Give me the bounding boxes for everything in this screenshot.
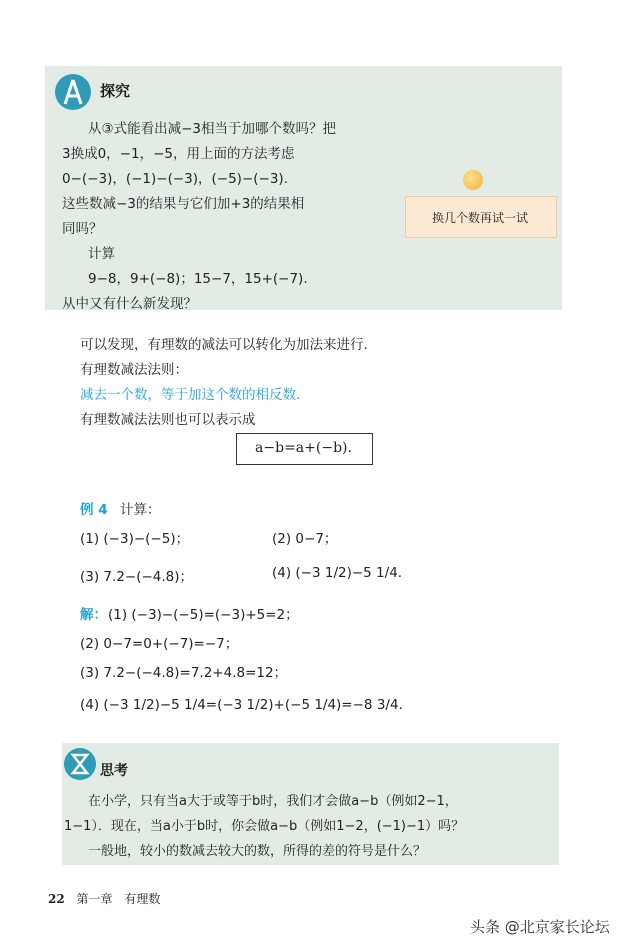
- think-line-3: 一般地，较小的数减去较大的数，所得的差的符号是什么？: [88, 844, 427, 859]
- rule-text: 减去一个数，等于加这个数的相反数.: [80, 387, 301, 403]
- example-item-3: (3) 7.2−(−4.8)；: [80, 569, 194, 585]
- compass-icon: [55, 74, 91, 110]
- explore-line-8: 从中又有什么新发现？: [62, 296, 197, 312]
- solution-line-2: (2) 0−7=0+(−7)=−7；: [80, 636, 239, 652]
- example-item-4: (4) (−3 1/2)−5 1/4.: [272, 565, 403, 581]
- solution-line-1: (1) (−3)−(−5)=(−3)+5=2；: [108, 607, 299, 623]
- solution-label: 解：: [80, 607, 107, 623]
- think-line-1: 在小学，只有当a大于或等于b时，我们才会做a−b（例如2−1，: [88, 794, 458, 809]
- section-label: 有理数: [124, 892, 161, 906]
- watermark: 头条 @北京家长论坛: [470, 918, 610, 936]
- explore-line-4: 这些数减−3的结果与它们加+3的结果相: [62, 196, 305, 212]
- example-label: 例 4: [80, 502, 108, 518]
- think-title: 思考: [100, 763, 128, 779]
- think-line-2: 1−1）．现在，当a小于b时，你会做a−b（例如1−2，(−1)−1）吗？: [64, 819, 465, 834]
- example-item-1: (1) (−3)−(−5)；: [80, 531, 190, 547]
- explore-line-3: 0−(−3)，(−1)−(−3)，(−5)−(−3).: [62, 171, 288, 187]
- solution-line-4: (4) (−3 1/2)−5 1/4=(−3 1/2)+(−5 1/4)=−8 3/4.: [80, 697, 403, 713]
- chapter-label: 第一章: [76, 892, 113, 906]
- explore-line-2: 3换成0，−1，−5，用上面的方法考虑: [62, 146, 295, 162]
- example-title: 计算：: [120, 502, 161, 518]
- explore-line-7: 9−8，9+(−8)；15−7，15+(−7).: [88, 271, 308, 287]
- explore-line-1: 从③式能看出减−3相当于加哪个数吗？把: [88, 121, 337, 137]
- rule-line-2: 有理数减法法则：: [80, 362, 188, 378]
- example-item-2: (2) 0−7；: [272, 531, 338, 547]
- pin-icon: [463, 170, 483, 190]
- page-footer: [48, 890, 160, 907]
- page-number: 22: [48, 892, 65, 906]
- sticky-note-text: 换几个数再试一试: [431, 211, 528, 225]
- solution-line-3: (3) 7.2−(−4.8)=7.2+4.8=12；: [80, 665, 288, 681]
- rule-line-3: 有理数减法法则也可以表示成: [80, 412, 256, 428]
- hourglass-icon: [64, 748, 96, 780]
- explore-line-6: 计算: [88, 246, 115, 262]
- explore-line-5: 同吗？: [62, 221, 103, 237]
- explore-title: 探究: [100, 82, 131, 100]
- formula: a−b=a+(−b).: [255, 440, 352, 456]
- rule-line-1: 可以发现，有理数的减法可以转化为加法来进行.: [80, 337, 368, 353]
